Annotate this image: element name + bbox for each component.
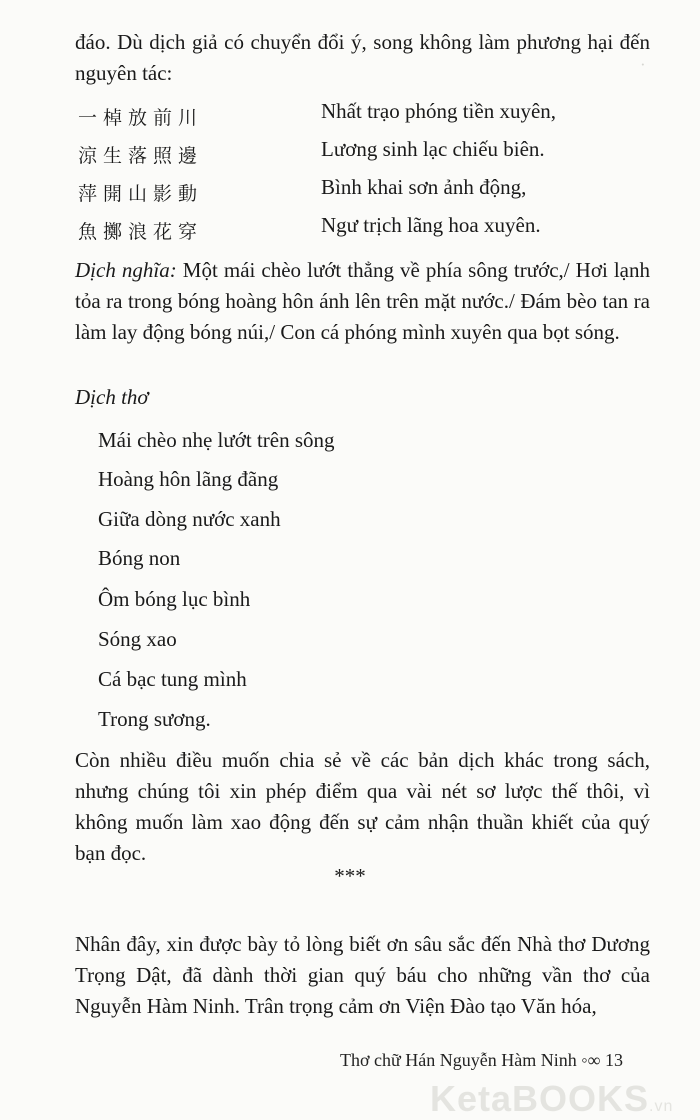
- han-text: 萍開山影動: [78, 183, 204, 205]
- verse-line: Sóng xao: [98, 627, 177, 651]
- poem-line: [78, 137, 638, 175]
- ornament-icon: ◦∞: [581, 1050, 601, 1070]
- verse-line: Giữa dòng nước xanh: [98, 507, 281, 531]
- verse-line: Bóng non: [98, 546, 181, 570]
- translation-label: Dịch nghĩa:: [75, 258, 177, 282]
- han-text: 一棹放前川: [78, 107, 204, 129]
- verse-line: Ôm bóng lục bình: [98, 587, 251, 611]
- bleed-through-text: ·: [640, 55, 646, 74]
- translation-paragraph: [75, 255, 650, 348]
- watermark-brand: KetaBOOKS: [430, 1078, 650, 1119]
- transliteration: Bình khai sơn ảnh động,: [321, 175, 527, 199]
- translation-text: Một mái chèo lướt thẳng về phía sông trước,/ Hơi lạnh tỏa ra trong bóng hoàng hôn ánh lên trên mặt nước./ Đám bèo tan ra làm lay động bóng núi,/ Con cá phóng mình xuyên qua bọt sóng.: [75, 258, 650, 344]
- page-footer: [340, 1050, 623, 1071]
- han-text: 涼生落照邊: [78, 145, 204, 167]
- poem-line: [78, 213, 638, 251]
- watermark-suffix: .vn: [649, 1098, 674, 1115]
- acknowledgement-paragraph: Nhân đây, xin được bày tỏ lòng biết ơn sâu sắc đến Nhà thơ Dương Trọng Dật, đã dành thời gian quý báu cho những vần thơ của Nguyễn Hàm Ninh. Trân trọng cảm ơn Viện Đào tạo Văn hóa,: [75, 932, 650, 1018]
- verse-line: Mái chèo nhẹ lướt trên sông: [98, 428, 335, 452]
- transliteration: Lương sinh lạc chiếu biên.: [321, 137, 545, 161]
- intro-paragraph: đáo. Dù dịch giả có chuyển đổi ý, song không làm phương hại đến nguyên tác:: [75, 30, 650, 85]
- page-number: 13: [604, 1050, 623, 1070]
- running-title: Thơ chữ Hán Nguyễn Hàm Ninh: [340, 1050, 577, 1070]
- transliteration: Ngư trịch lãng hoa xuyên.: [321, 213, 541, 237]
- verse-label: Dịch thơ: [75, 385, 149, 409]
- verse-line: Trong sương.: [98, 707, 211, 731]
- poem-line: [78, 175, 638, 213]
- watermark-logo: [430, 1078, 673, 1120]
- han-poem: [78, 99, 638, 251]
- section-separator: ***: [334, 864, 366, 888]
- transliteration: Nhất trạo phóng tiền xuyên,: [321, 99, 557, 123]
- verse-line: Cá bạc tung mình: [98, 667, 247, 691]
- closing-paragraph: Còn nhiều điều muốn chia sẻ về các bản dịch khác trong sách, nhưng chúng tôi xin phép điểm qua vài nét sơ lược thế thôi, vì không muốn làm xao động đến sự cảm nhận thuần khiết của quý bạn đọc.: [75, 748, 650, 865]
- verse-line: Hoàng hôn lãng đãng: [98, 467, 279, 491]
- han-text: 魚擲浪花穿: [78, 221, 204, 243]
- poem-line: [78, 99, 638, 137]
